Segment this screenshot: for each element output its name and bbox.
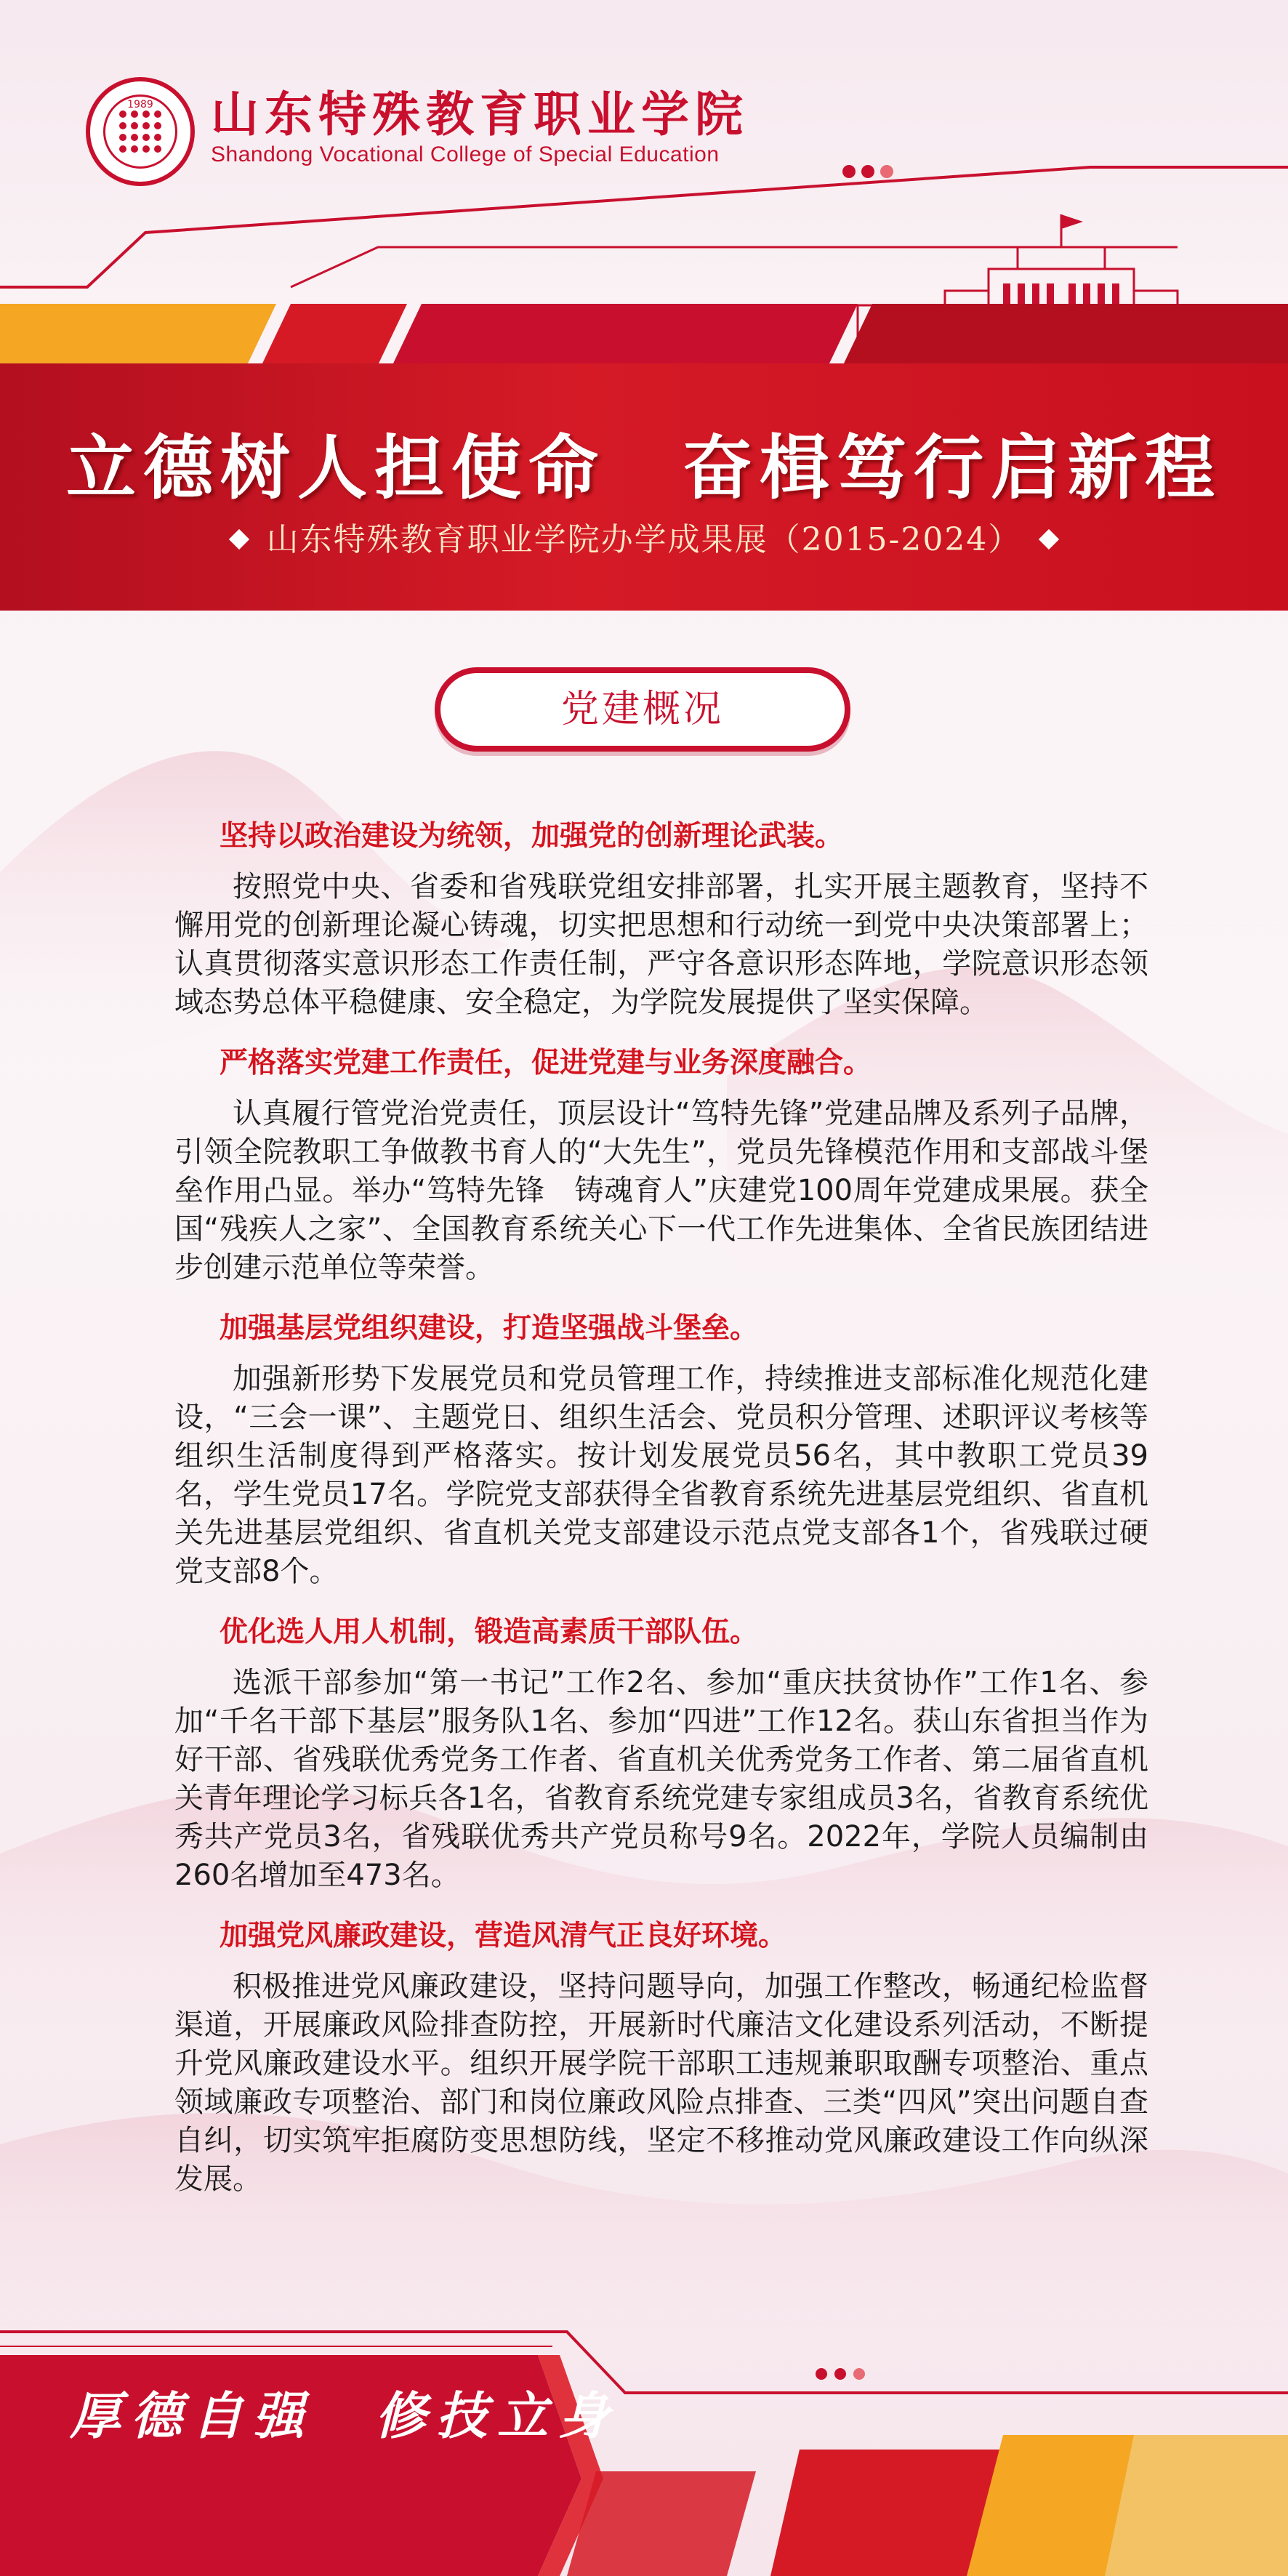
article-paragraph: 积极推进党风廉政建设，坚持问题导向，加强工作整改，畅通纪检监督渠道，开展廉政风险排查防控，开展新时代廉洁文化建设系列活动，不断提升党风廉政建设水平。组织开展学院干部职工违规兼职取酬专项整治、重点领域廉政专项整治、部门和岗位廉政风险点排查、三类“四风”突出问题自查自纠，切实筑牢拒腐防变思想防线，坚定不移推动党风廉政建设工作向纵深发展。 (174, 1970, 1148, 2196)
article-paragraph: 认真履行管党治党责任，顶层设计“笃特先锋”党建品牌及系列子品牌，引领全院教职工争做教书育人的“大先生”，党员先锋模范作用和支部战斗堡垒作用凸显。举办“笃特先锋 铸魂育人”庆建党100周年党建成果展。获全国“残疾人之家”、全国教育系统关心下一代工作先进集体、全省民族团结进步创建示范单位等荣誉。 (174, 1097, 1148, 1284)
school-logo (86, 77, 195, 186)
article-paragraph: 按照党中央、省委和省残联党组安排部署，扎实开展主题教育，坚持不懈用党的创新理论凝心铸魂，切实把思想和行动统一到党中央决策部署上；认真贯彻落实意识形态工作责任制，严守各意识形态阵地，学院意识形态领域态势总体平稳健康、安全稳定，为学院发展提供了坚实保障。 (174, 870, 1148, 1019)
diamond-right-icon (1039, 528, 1059, 549)
article-heading: 坚持以政治建设为统领，加强党的创新理论武装。 (220, 819, 844, 853)
banner-top-strip (0, 304, 1288, 365)
school-motto: 厚德自强 修技立身 (70, 2386, 619, 2446)
logo-year: 1989 (127, 99, 153, 110)
footer-band (0, 2326, 1288, 2576)
article-paragraph: 选派干部参加“第一书记”工作2名、参加“重庆扶贫协作”工作1名、参加“千名干部下基层”服务队1名、参加“四进”工作12名。获山东省担当作为好干部、省残联优秀党务工作者、省直机关优秀党务工作者、第二届省直机关青年理论学习标兵各1名，省教育系统党建专家组成员3名，省教育系统优秀共产党员3名，省残联优秀共产党员称号9名。2022年，学院人员编制由260名增加至473名。 (174, 1666, 1148, 1892)
article-content (174, 814, 1148, 2218)
exhibition-main-title: 立德树人担使命 奋楫笃行启新程 (66, 427, 1222, 509)
article-paragraph: 加强新形势下发展党员和党员管理工作，持续推进支部标准化规范化建设，“三会一课”、主题党日、组织生活会、党员积分管理、述职评议考核等组织生活制度得到严格落实。按计划发展党员56名，其中教职工党员39名，学生党员17名。学院党支部获得全省教育系统先进基层党组织、省直机关先进基层党组织、省直机关党支部建设示范点党支部各1个，省残联过硬党支部8个。 (174, 1362, 1148, 1588)
logo-dot-matrix-icon (103, 94, 177, 169)
school-name-chinese: 山东特殊教育职业学院 (211, 86, 749, 142)
article-heading: 加强党风廉政建设，营造风清气正良好环境。 (220, 1919, 787, 1952)
article-heading: 严格落实党建工作责任，促进党建与业务深度融合。 (220, 1046, 872, 1079)
exhibition-subtitle: 山东特殊教育职业学院办学成果展（2015-2024） (266, 521, 1022, 558)
school-name-english: Shandong Vocational College of Special Education (211, 142, 720, 166)
exhibition-subtitle-row (0, 513, 1288, 560)
diamond-left-icon (228, 528, 249, 549)
section-title: 党建概况 (560, 688, 724, 731)
article-heading: 优化选人用人机制，锻造高素质干部队伍。 (220, 1615, 759, 1649)
article-heading: 加强基层党组织建设，打造坚强战斗堡垒。 (220, 1311, 759, 1345)
